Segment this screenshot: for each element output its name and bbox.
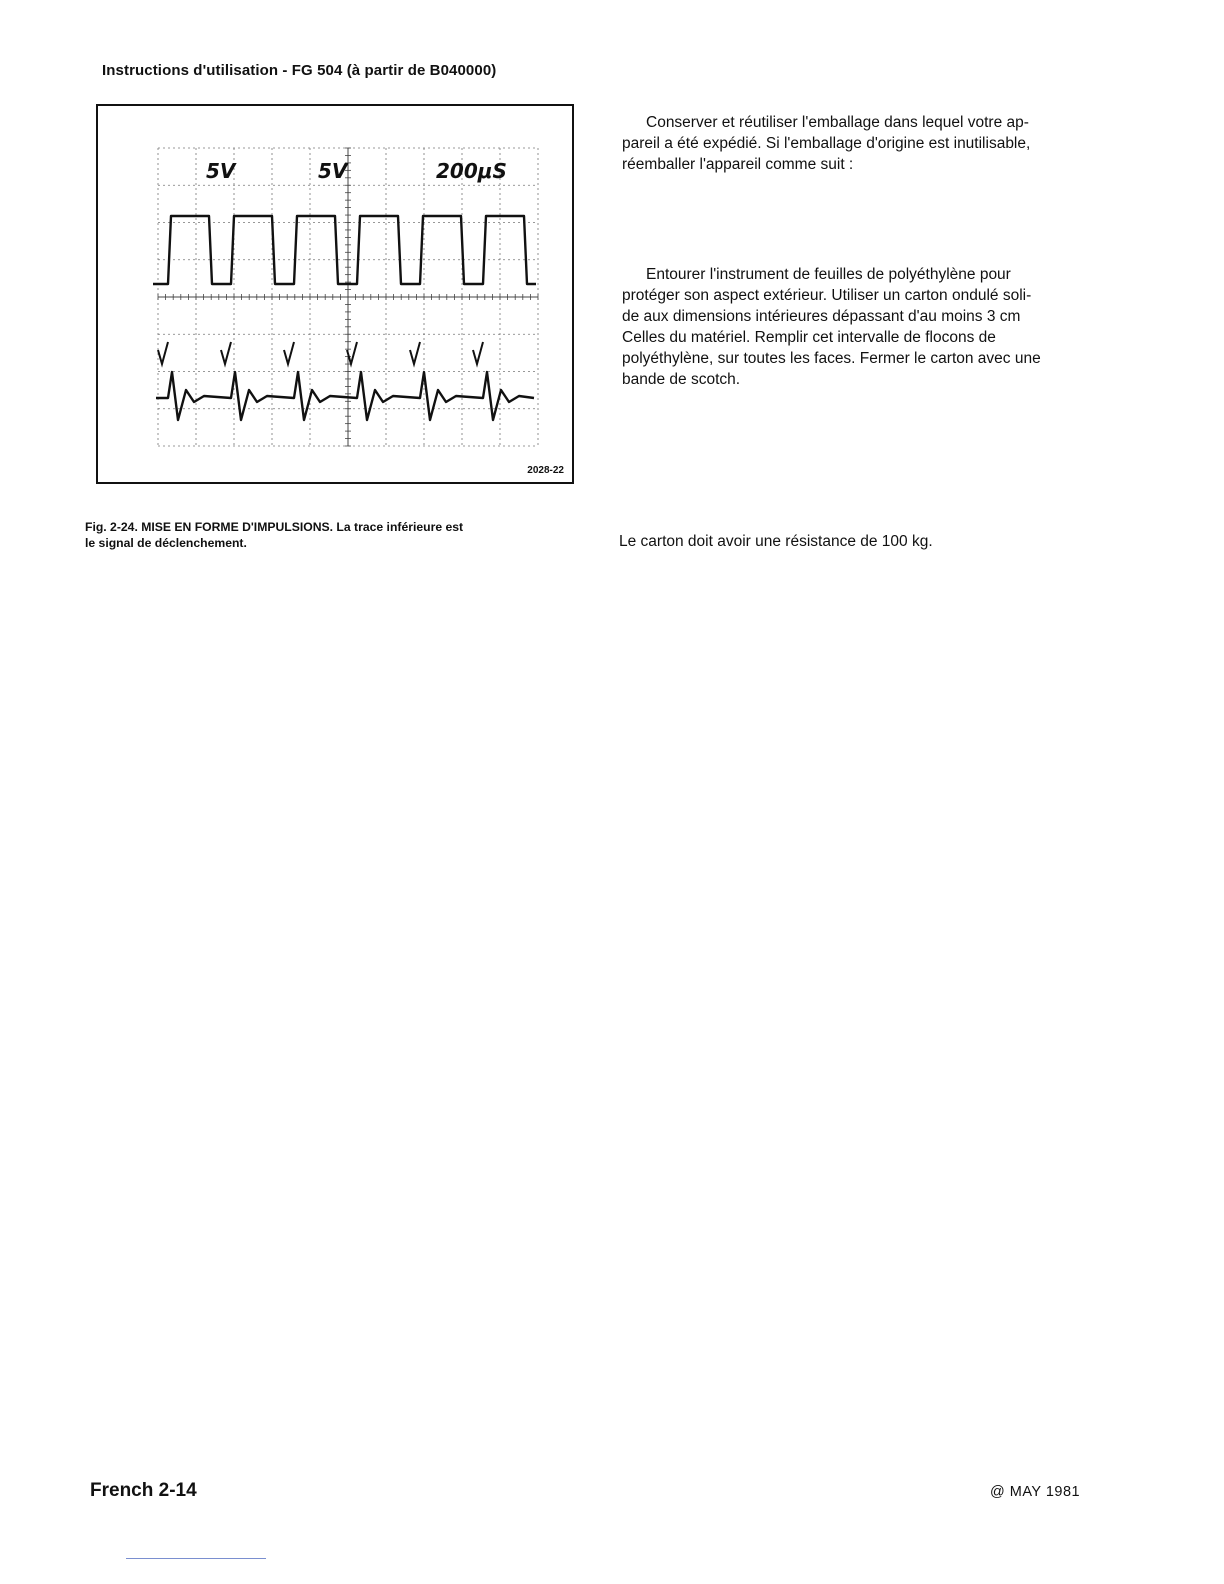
paragraph-line: polyéthylène, sur toutes les faces. Fermer le carton avec une [622, 350, 1041, 367]
figure-caption [85, 519, 585, 551]
figure-number: 2028-22 [527, 465, 564, 476]
bottom-rule [126, 1558, 266, 1559]
check-mark-annotation [473, 342, 483, 364]
paragraph-line: Entourer l'instrument de feuilles de polyéthylène pour [646, 266, 1011, 283]
oscilloscope-display [98, 106, 572, 482]
paragraph-line: protéger son aspect extérieur. Utiliser un carton ondulé soli- [622, 287, 1032, 304]
screen-label: 200μS [436, 159, 507, 183]
paragraph-line: bande de scotch. [622, 371, 741, 388]
square-wave-trace [153, 216, 536, 284]
page-header: Instructions d'utilisation - FG 504 (à partir de B040000) [102, 62, 497, 79]
publication-date: @ MAY 1981 [990, 1484, 1081, 1500]
caption-text-2: le signal de déclenchement. [85, 536, 247, 550]
paragraph-packaging-reuse [622, 112, 1112, 175]
paragraph-line: de aux dimensions intérieures dépassant d'au moins 3 cm [622, 308, 1021, 325]
check-mark-annotation [221, 342, 231, 364]
oscilloscope-figure [96, 104, 574, 484]
caption-text-1: La trace inférieure est [336, 520, 464, 534]
paragraph-repacking-steps [622, 264, 1112, 390]
paragraph-carton-strength: Le carton doit avoir une résistance de 100 kg. [619, 533, 933, 550]
screen-label: 5V [318, 159, 348, 183]
check-mark-annotation [410, 342, 420, 364]
caption-title: Fig. 2-24. MISE EN FORME D'IMPULSIONS. [85, 520, 334, 534]
paragraph-line: réemballer l'appareil comme suit : [622, 156, 854, 173]
paragraph-line: pareil a été expédié. Si l'emballage d'origine est inutilisable, [622, 135, 1031, 152]
screen-label: 5V [206, 159, 236, 183]
page-number: French 2-14 [90, 1480, 197, 1501]
check-mark-annotation [158, 342, 168, 364]
check-mark-annotation [284, 342, 294, 364]
paragraph-line: Conserver et réutiliser l'emballage dans lequel votre ap- [646, 114, 1029, 131]
paragraph-line: Celles du matériel. Remplir cet intervalle de flocons de [622, 329, 996, 346]
